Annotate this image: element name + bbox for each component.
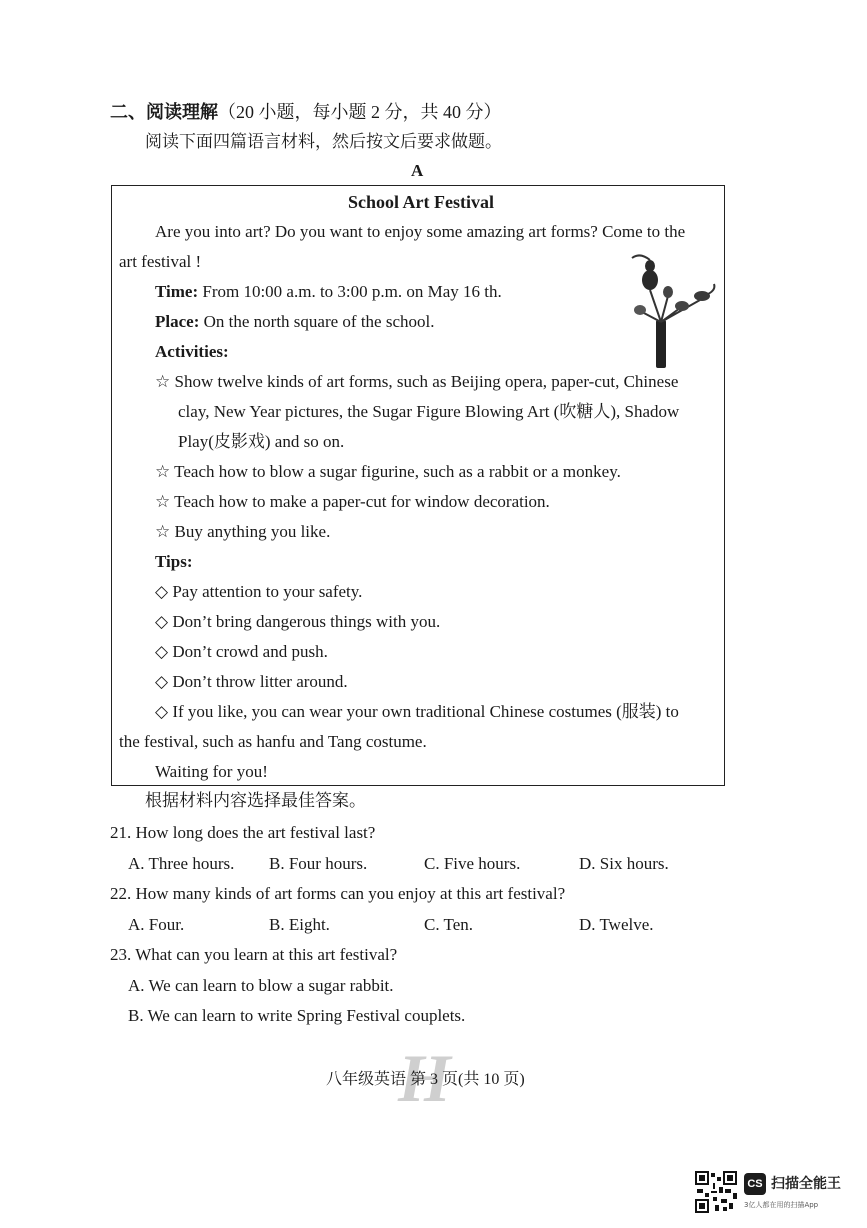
place-label: Place: [155, 312, 200, 331]
section-title: 二、阅读理解（20 小题，每小题 2 分，共 40 分） [110, 102, 502, 122]
page-footer: 八年级英语 第 3 页(共 10 页) [326, 1071, 525, 1088]
q22-option-d: D. Twelve. [579, 915, 654, 934]
tip-4: ◇ Don’t throw litter around. [155, 672, 348, 691]
section-subtitle: （20 小题，每小题 2 分，共 40 分） [218, 102, 502, 122]
q23-option-b: B. We can learn to write Spring Festival couplets. [128, 1006, 466, 1025]
q23-option-a: A. We can learn to blow a sugar rabbit. [128, 976, 394, 995]
tip-1: ◇ Pay attention to your safety. [155, 582, 363, 601]
camscanner-tagline: 3亿人都在用的扫描App [744, 1201, 819, 1209]
passage-letter: A [411, 161, 424, 180]
q22-option-a: A. Four. [128, 915, 185, 934]
passage-title: School Art Festival [348, 192, 494, 212]
watermark-letter: H [398, 1040, 451, 1116]
place-row [155, 311, 434, 333]
activity-1-line-3: Play(皮影戏) and so on. [178, 432, 345, 451]
camscanner-logo-icon: CS [744, 1173, 766, 1195]
tips-label: Tips: [155, 552, 193, 571]
passage-intro-line-2: art festival ! [119, 252, 202, 271]
question-21: 21. How long does the art festival last? [110, 823, 376, 842]
tip-3: ◇ Don’t crowd and push. [155, 642, 328, 661]
tip-5-line-2: the festival, such as hanfu and Tang costume. [119, 732, 427, 751]
questions-intro: 根据材料内容选择最佳答案。 [145, 791, 366, 810]
q21-option-d: D. Six hours. [579, 854, 669, 873]
q22-option-c: C. Ten. [424, 915, 474, 934]
q21-option-b: B. Four hours. [269, 854, 368, 873]
q21-option-c: C. Five hours. [424, 854, 521, 873]
section-instruction: 阅读下面四篇语言材料，然后按文后要求做题。 [145, 132, 502, 151]
tip-5-line-1: ◇ If you like, you can wear your own traditional Chinese costumes (服装) to [155, 702, 679, 721]
passage-intro-line-1: Are you into art? Do you want to enjoy some amazing art forms? Come to the [155, 222, 686, 241]
passage-closing: Waiting for you! [155, 762, 268, 781]
activity-1-line-2: clay, New Year pictures, the Sugar Figure Blowing Art (吹糖人), Shadow [178, 402, 680, 421]
activity-1-line-1: ☆ Show twelve kinds of art forms, such as Beijing opera, paper-cut, Chinese [155, 372, 679, 391]
time-row [155, 281, 502, 303]
sugar-figure-illustration [620, 250, 720, 372]
time-value: From 10:00 a.m. to 3:00 p.m. on May 16 th. [198, 282, 502, 301]
q22-option-b: B. Eight. [269, 915, 330, 934]
camscanner-name: 扫描全能王 [771, 1176, 841, 1192]
q21-option-a: A. Three hours. [128, 854, 235, 873]
activity-3: ☆ Teach how to make a paper-cut for window decoration. [155, 492, 550, 511]
question-22: 22. How many kinds of art forms can you enjoy at this art festival? [110, 884, 566, 903]
activity-4: ☆ Buy anything you like. [155, 522, 331, 541]
qr-code-icon [695, 1171, 737, 1213]
place-value: On the north square of the school. [199, 312, 435, 331]
activity-2: ☆ Teach how to blow a sugar figurine, such as a rabbit or a monkey. [155, 462, 621, 481]
question-23: 23. What can you learn at this art festival? [110, 945, 398, 964]
tip-2: ◇ Don’t bring dangerous things with you. [155, 612, 441, 631]
time-label: Time: [155, 282, 199, 301]
activities-label: Activities: [155, 342, 229, 361]
